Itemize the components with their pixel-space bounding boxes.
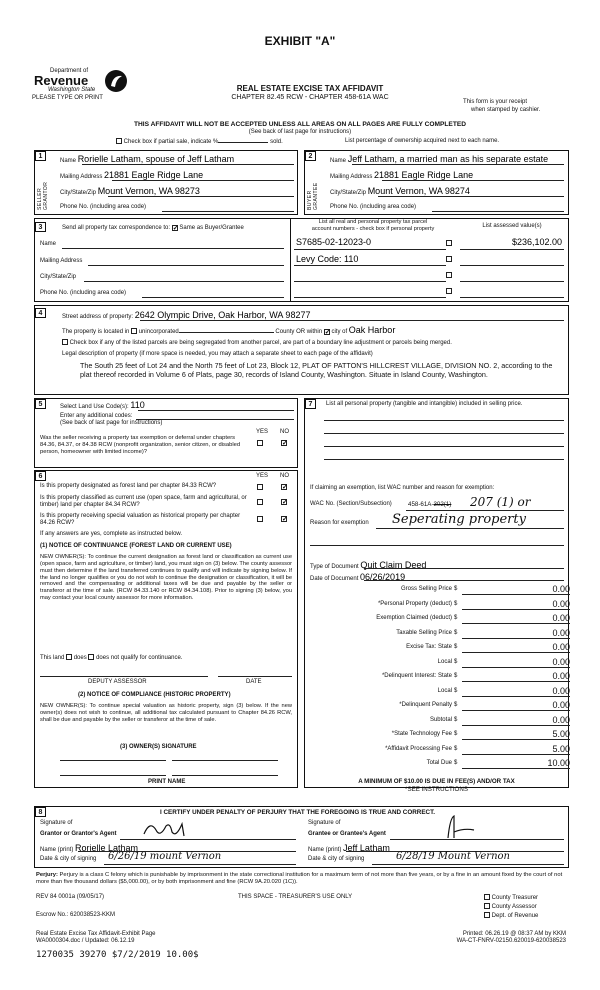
receipt-note-2: when stamped by cashier. [471, 107, 541, 113]
wac-number[interactable]: 458-61A-302(1) [408, 501, 452, 508]
partial-sale[interactable]: Check box if partial sale, indicate % sold. [116, 138, 283, 146]
if-yes-note: If any answers are yes, complete as instructed below. [40, 531, 183, 537]
escrow-number: Escrow No.: 620038523-KKM [36, 912, 116, 918]
grantor-date-city-label: Date & city of signing [40, 856, 97, 862]
buyer-name-field[interactable]: Name Jeff Latham, a married man as his separate estate [330, 154, 549, 164]
fee-amount[interactable]: 0.00 [462, 628, 570, 639]
fee-amount[interactable]: 0.00 [462, 613, 570, 624]
qualify-continuance[interactable]: This land does does not qualify for continuance. [40, 655, 183, 661]
section-7-label: 7 [305, 399, 316, 409]
fee-dollar-sign: $ [454, 702, 458, 708]
forest-question: Is this property designated as forest land per chapter 84.33 RCW? [40, 483, 217, 489]
current-use-yes-checkbox[interactable] [257, 499, 263, 505]
fee-amount[interactable]: 0.00 [462, 671, 570, 682]
fee-label: Total Due [426, 760, 452, 766]
wac-label: WAC No. (Section/Subsection) [310, 501, 392, 507]
fee-label: *Affidavit Processing Fee [385, 745, 452, 752]
fee-label: *State Technology Fee [391, 731, 452, 737]
recording-stamp: 1270035 39270 $7/2/2019 10.00$ [36, 950, 199, 960]
fee-dollar-sign: $ [454, 687, 458, 694]
document-date[interactable]: Date of Document 06/26/2019 [310, 572, 406, 582]
send-correspondence[interactable]: Send all property tax correspondence to: ✓ Same as Buyer/Grantee [62, 225, 244, 232]
fee-label: Subtotal [429, 716, 452, 723]
assessed-1[interactable]: $236,102.00 [511, 237, 562, 247]
section-4-label: 4 [35, 308, 46, 318]
fee-amount[interactable]: 10.00 [462, 758, 570, 769]
footer-right-2: WA-CT-FNRV-02150.620019-620038523 [456, 938, 566, 944]
sec3-name[interactable]: Name [40, 241, 57, 247]
perjury-notice: Perjury: Perjury is a class C felony which is punishable by imprisonment in the state correctional institution for a maximum term of not more than five years, or by a fine in an amount fixed by the court of not more than five thousand dollars ($5,000.00), or by both imprisonment and fine (RCW 9A.20.020 (1C)). [36, 872, 563, 885]
grantee-print-name[interactable]: Name (print) Jeff Latham [308, 843, 390, 853]
fee-amount[interactable]: 5.00 [462, 729, 570, 740]
enter-codes: Enter any additional codes: [60, 413, 133, 419]
see-instructions: *SEE INSTRUCTIONS [405, 786, 468, 793]
street-address[interactable]: Street address of property: 2642 Olympic Drive, Oak Harbor, WA 98277 [62, 310, 311, 320]
fee-row [312, 657, 570, 669]
exemption-reason[interactable]: Seperating property [392, 512, 526, 527]
wac-handwritten: 207 (1) or [470, 495, 531, 509]
footer-right-1: Printed: 06.26.19 @ 08:37 AM by KKM [462, 931, 566, 937]
fee-label: Excise Tax: State [406, 644, 452, 650]
grantor-print-name[interactable]: Name (print) Rorielle Latham [40, 843, 139, 853]
minimum-due: A MINIMUM OF $10.00 IS DUE IN FEE(S) AND/OR TAX [358, 778, 515, 785]
yes-label-5: YES [256, 429, 269, 435]
parcel-1-personal-checkbox[interactable] [446, 240, 452, 246]
legal-description[interactable]: The South 25 feet of Lot 24 and the North 75 feet of Lot 23, Block 12, PLAT OF PATTON'S HILLCREST VILLAGE, DIVISION NO. 2, according to the plat thereof recorded in Volume 6 of Plats, page 30, records of Island County, Washington. Situate in Island County, Washington. [80, 361, 553, 379]
list-pct: List percentage of ownership acquired next to each name. [345, 138, 500, 144]
grantee-signature-icon [440, 814, 480, 840]
seller-phone-field[interactable]: Phone No. (including area code) [60, 204, 147, 210]
fee-amount[interactable]: 5.00 [462, 744, 570, 755]
fee-label: Taxable Selling Price [396, 629, 452, 636]
parcel-header-2: account numbers - check box if personal property [311, 226, 435, 232]
assessed-header: List assessed value(s) [482, 223, 542, 229]
fee-amount[interactable]: 0.00 [462, 657, 570, 668]
fee-label: Local [437, 658, 452, 665]
print-name-label: PRINT NAME [148, 779, 186, 785]
notice-1-text: NEW OWNER(S): To continue the current designation as forest land or classification as current use (open space, farm and agriculture, or timber) land, you must sign on (3) below. The county assessor must then determine if the land transferred continues to qualify and will indicate by signing below. If the land no longer qualifies or you do not wish to continue the designation or classification, it will be removed and the compensating or additional taxes will be due and payable by the seller or transferor at the time of sale. (RCW 84.33.140 or RCW 84.34.108). Prior to signing (3) below, you may contact your local county assessor for more information. [40, 554, 292, 602]
fee-dollar-sign: $ [454, 586, 458, 592]
form-chapter: CHAPTER 82.45 RCW - CHAPTER 458-61A WAC [231, 94, 389, 101]
fee-row [312, 599, 570, 611]
deputy-assessor: DEPUTY ASSESSOR [88, 679, 147, 685]
historic-question: Is this property receiving special valuation as historical property per chapter 84.26 RCW? [40, 513, 241, 527]
fee-dollar-sign: $ [454, 731, 458, 737]
fee-row [312, 729, 570, 741]
fee-label: *Delinquent Interest: State [381, 673, 452, 679]
chk-assessor[interactable]: County Assessor [484, 903, 537, 911]
fee-row [312, 628, 570, 640]
grantor-signature-icon [140, 818, 190, 842]
parcel-4-personal-checkbox[interactable] [446, 288, 452, 294]
deputy-date: DATE [246, 679, 262, 685]
current-use-question: Is this property classified as current use (open space, farm and agricultural, or timber) land per chapter 84.34 RCW? [40, 495, 247, 509]
exhibit-title: EXHIBIT "A" [264, 34, 336, 48]
fee-label: Local [437, 687, 452, 694]
exempt-no-checkbox[interactable] [281, 440, 287, 446]
rev-number: REV 84 0001a (09/05/17) [36, 894, 105, 900]
personal-property-label: List all personal property (tangible and intangible) included in selling price. [326, 401, 523, 407]
fee-amount[interactable]: 0.00 [462, 642, 570, 653]
owner-signature-label: (3) OWNER(S) SIGNATURE [120, 744, 197, 750]
see-back-5: (See back of last page for instructions) [60, 420, 163, 426]
fee-dollar-sign: $ [454, 644, 458, 650]
parcel-1[interactable]: S7685-02-12023-0 [296, 237, 372, 247]
sec3-city[interactable]: City/State/Zip [40, 274, 77, 280]
current-use-no-checkbox[interactable] [281, 499, 287, 505]
fee-amount[interactable]: 0.00 [462, 686, 570, 697]
section-6-label: 6 [35, 471, 46, 481]
land-use[interactable]: Select Land Use Code(s): 110 [60, 400, 145, 410]
no-label-6: NO [280, 473, 289, 479]
fee-label: *Personal Property (deduct) [377, 600, 452, 607]
historic-no-checkbox[interactable] [281, 516, 287, 522]
exemption-label: If claiming an exemption, list WAC number and reason for exemption: [310, 485, 495, 491]
buyer-addr-field[interactable]: Mailing Address 21881 Eagle Ridge Lane [330, 170, 474, 180]
fee-row [312, 642, 570, 654]
fee-dollar-sign: $ [454, 760, 458, 766]
reason-label: Reason for exemption [310, 520, 369, 526]
fee-dollar-sign: $ [454, 673, 458, 679]
grantee-sig-of: Signature of [308, 820, 341, 826]
treasurer-space: THIS SPACE - TREASURER'S USE ONLY [238, 894, 353, 900]
parcel-3-personal-checkbox[interactable] [446, 272, 452, 278]
parcel-2-personal-checkbox[interactable] [446, 256, 452, 262]
parcel-header: List all real and personal property tax parcel [318, 219, 428, 225]
sec3-addr[interactable]: Mailing Address [40, 258, 83, 264]
fee-row [312, 671, 570, 683]
seller-vlabel: SELLER GRANTOR [37, 181, 49, 210]
fee-label: Gross Selling Price [400, 586, 452, 592]
see-back: (See back of last page for instructions) [248, 129, 352, 135]
seller-name-field[interactable]: Name Rorielle Latham, spouse of Jeff Latham [60, 154, 235, 164]
notice-1-title: (1) NOTICE OF CONTINUANCE (FOREST LAND OR CURRENT USE) [40, 543, 232, 549]
exempt-yes-checkbox[interactable] [257, 440, 263, 446]
footer-left-2: WA0000304.doc / Updated: 06.12.19 [36, 938, 135, 944]
legal-label: Legal description of property (if more space is needed, you may attach a separate sheet to each page of the affidavit) [62, 351, 373, 357]
revenue-logo-icon [103, 68, 129, 94]
grantee-date-city[interactable]: 6/28/19 Mount Vernon [396, 851, 510, 862]
fee-dollar-sign: $ [454, 615, 458, 621]
section-1-label: 1 [35, 151, 46, 161]
sec3-phone[interactable]: Phone No. (including area code) [40, 290, 127, 296]
seller-city-field[interactable]: City/State/Zip Mount Vernon, WA 98273 [60, 186, 200, 196]
property-location[interactable]: The property is located in unincorporated County OR within ✓ city of Oak Harbor [62, 325, 395, 336]
grantor-agent-label: Grantor or Grantor's Agent [40, 831, 117, 837]
fee-amount[interactable]: 0.00 [462, 700, 570, 711]
chk-treasurer[interactable]: County Treasurer [484, 894, 538, 902]
chk-dept[interactable]: Dept. of Revenue [484, 912, 538, 920]
warning: THIS AFFIDAVIT WILL NOT BE ACCEPTED UNLESS ALL AREAS ON ALL PAGES ARE FULLY COMPLETED [133, 121, 467, 128]
fee-row [312, 686, 570, 698]
seller-addr-field[interactable]: Mailing Address 21881 Eagle Ridge Lane [60, 170, 204, 180]
document-type[interactable]: Type of Document Quit Claim Deed [310, 560, 427, 570]
fee-label: Exemption Claimed (deduct) [376, 615, 452, 621]
fee-row [312, 700, 570, 712]
buyer-vlabel: BUYER GRANTEE [307, 182, 319, 210]
exempt-question: Was the seller receiving a property tax exemption or deferral under chapters 84.36, 84.37, or 84.38 RCW (nonprofit organization, senior citizen, or disabled person, homeowner with limited income)? [40, 435, 241, 455]
fee-amount[interactable]: 0.00 [462, 715, 570, 726]
buyer-city-field[interactable]: City/State/Zip Mount Vernon, WA 98274 [330, 186, 470, 196]
fee-row [312, 758, 570, 770]
buyer-phone-field[interactable]: Phone No. (including area code) [330, 204, 417, 210]
parcel-2[interactable]: Levy Code: 110 [296, 254, 359, 264]
fee-label: *Delinquent Penalty [399, 702, 452, 708]
notice-2-title: (2) NOTICE OF COMPLIANCE (HISTORIC PROPERTY) [78, 692, 231, 698]
fee-dollar-sign: $ [454, 658, 458, 665]
footer-left-1: Real Estate Excise Tax Affidavit-Exhibit Page [36, 931, 156, 937]
no-label-5: NO [280, 429, 289, 435]
segregated-check[interactable]: Check box if any of the listed parcels are being segregated from another parcel, are part of a boundary line adjustment or parcels being merged. [62, 339, 562, 347]
forest-no-checkbox[interactable] [281, 484, 287, 490]
yes-label-6: YES [256, 473, 269, 479]
fee-amount[interactable]: 0.00 [462, 584, 570, 595]
fee-row [312, 744, 570, 756]
fee-row [312, 715, 570, 727]
fee-amount[interactable]: 0.00 [462, 599, 570, 610]
form-title: REAL ESTATE EXCISE TAX AFFIDAVIT [236, 84, 384, 93]
grantor-sig-of: Signature of [40, 820, 73, 826]
fee-row [312, 613, 570, 625]
notice-2-text: NEW OWNER(S): To continue special valuation as historic property, sign (3) below. If the new owner(s) does not wish to continue, all additional tax calculated pursuant to Chapter 84.26 RCW, shall be due and payable by the seller or transferor at the time of sale. [40, 703, 292, 723]
dept-logo: Department of Revenue Washington State PLEASE TYPE OR PRINT [32, 68, 103, 102]
fee-dollar-sign: $ [454, 600, 458, 607]
section-2-label: 2 [305, 151, 316, 161]
certify-statement: I CERTIFY UNDER PENALTY OF PERJURY THAT THE FOREGOING IS TRUE AND CORRECT. [160, 809, 435, 816]
historic-yes-checkbox[interactable] [257, 516, 263, 522]
receipt-note: This form is your receipt [463, 99, 528, 105]
fee-dollar-sign: $ [454, 716, 458, 723]
fee-row [312, 584, 570, 596]
section-8-label: 8 [35, 807, 46, 817]
fee-dollar-sign: $ [454, 745, 458, 752]
grantee-date-city-label: Date & city of signing [308, 856, 365, 862]
forest-yes-checkbox[interactable] [257, 484, 263, 490]
grantee-agent-label: Grantee or Grantee's Agent [308, 831, 386, 837]
section-5-label: 5 [35, 399, 46, 409]
grantor-date-city[interactable]: 6/26/19 mount Vernon [108, 851, 222, 862]
fee-dollar-sign: $ [454, 629, 458, 636]
section-3-label: 3 [35, 222, 46, 232]
